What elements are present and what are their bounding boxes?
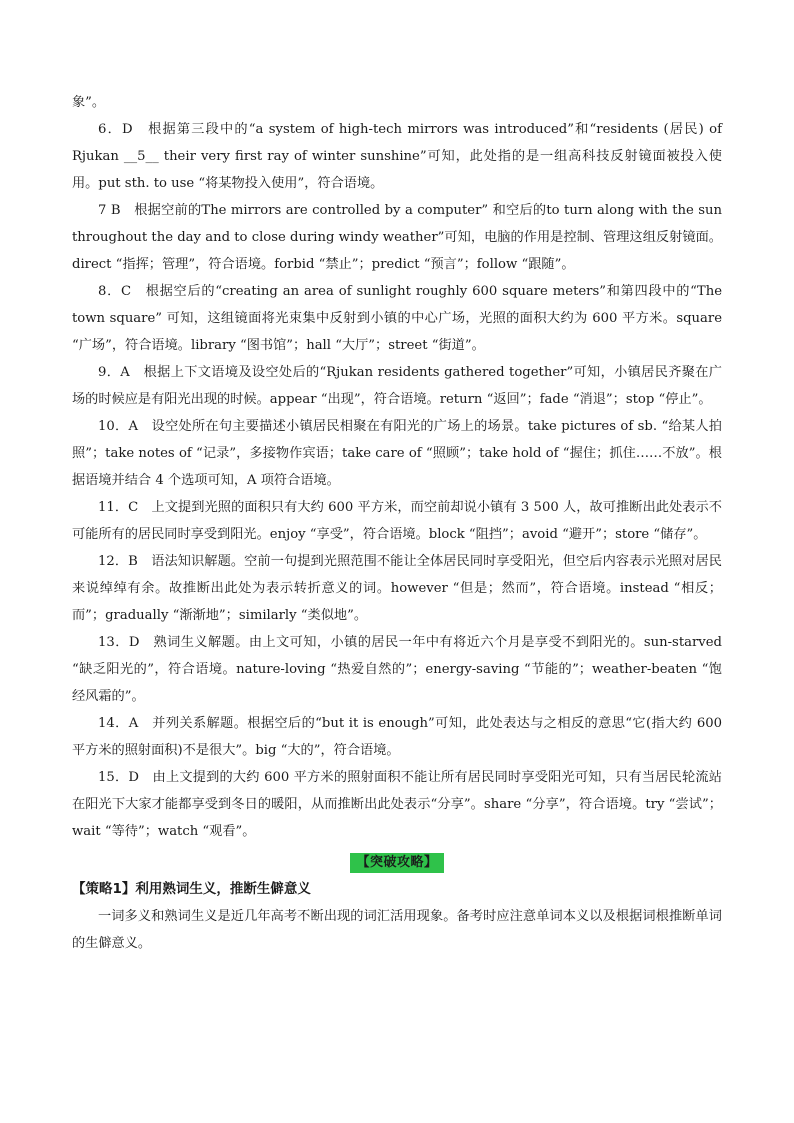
explanation-8: 8．C 根据空后的“creating an area of sunlight roughly 600 square meters”和第四段中的“The town square” 可知，这组镜面将光束集中反射到小镇的中心广场，光照的面积大约为 600 平方米。square “广场”，符合语境。library “图书馆”；hall “大厅”；street “街道”。 [72, 284, 722, 353]
section-banner-wrap [72, 849, 722, 876]
section-banner: 【突破攻略】 [350, 853, 443, 873]
explanation-9: 9．A 根据上下文语境及设空处后的“Rjukan residents gathered together”可知，小镇居民齐聚在广场的时候应是有阳光出现的时候。appear “出现”，符合语境。return “返回”；fade “消退”；stop “停止”。 [72, 365, 722, 407]
explanation-10: 10．A 设空处所在句主要描述小镇居民相聚在有阳光的广场上的场景。take pictures of sb. “给某人拍照”；take notes of “记录”，多接物作宾语；take care of “照顾”；take hold of “握住；抓住……不放”。根据语境并结合 4 个选项可知，A 项符合语境。 [72, 419, 722, 488]
paragraph-continuation: 象”。 [72, 95, 106, 110]
explanation-12: 12．B 语法知识解题。空前一句提到光照范围不能让全体居民同时享受阳光，但空后内容表示光照对居民来说绰绰有余。故推断出此处为表示转折意义的词。however “但是；然而”，符合语境。instead “相反；而”；gradually “渐渐地”；similarly “类似地”。 [72, 554, 722, 623]
explanation-6: 6．D 根据第三段中的“a system of high-tech mirrors was introduced”和“residents (居民) of Rjukan __5__ their very first ray of winter sunshine”可知，此处指的是一组高科技反射镜面被投入使用。put sth. to use “将某物投入使用”，符合语境。 [72, 122, 722, 191]
explanation-14: 14．A 并列关系解题。根据空后的“but it is enough”可知，此处表达与之相反的意思“它(指大约 600 平方米的照射面积)不是很大”。big “大的”，符合语境。 [72, 716, 722, 758]
strategy-title: 【策略1】利用熟词生义，推断生僻意义 [72, 881, 311, 897]
explanation-13: 13．D 熟词生义解题。由上文可知，小镇的居民一年中有将近六个月是享受不到阳光的。sun-starved “缺乏阳光的”，符合语境。nature-loving “热爱自然的”；energy-saving “节能的”；weather-beaten “饱经风霜的”。 [72, 635, 722, 704]
answer-explanations [72, 89, 722, 957]
explanation-11: 11．C 上文提到光照的面积只有大约 600 平方米，而空前却说小镇有 3 500 人，故可推断出此处表示不可能所有的居民同时享受到阳光。enjoy “享受”，符合语境。block “阻挡”；avoid “避开”；store “储存”。 [72, 500, 722, 542]
explanation-7: 7 B 根据空前的The mirrors are controlled by a computer” 和空后的to turn along with the sun throughout the day and to close during windy weather”可知，电脑的作用是控制、管理这组反射镜面。direct “指挥；管理”，符合语境。forbid “禁止”；predict “预言”；follow “跟随”。 [72, 203, 722, 272]
explanation-15: 15．D 由上文提到的大约 600 平方米的照射面积不能让所有居民同时享受阳光可知，只有当居民轮流站在阳光下大家才能都享受到冬日的暖阳，从而推断出此处表示“分享”。share “分享”，符合语境。try “尝试”；wait “等待”；watch “观看”。 [72, 770, 722, 839]
strategy-body: 一词多义和熟词生义是近几年高考不断出现的词汇活用现象。备考时应注意单词本义以及根据词根推断单词的生僻意义。 [72, 909, 722, 951]
